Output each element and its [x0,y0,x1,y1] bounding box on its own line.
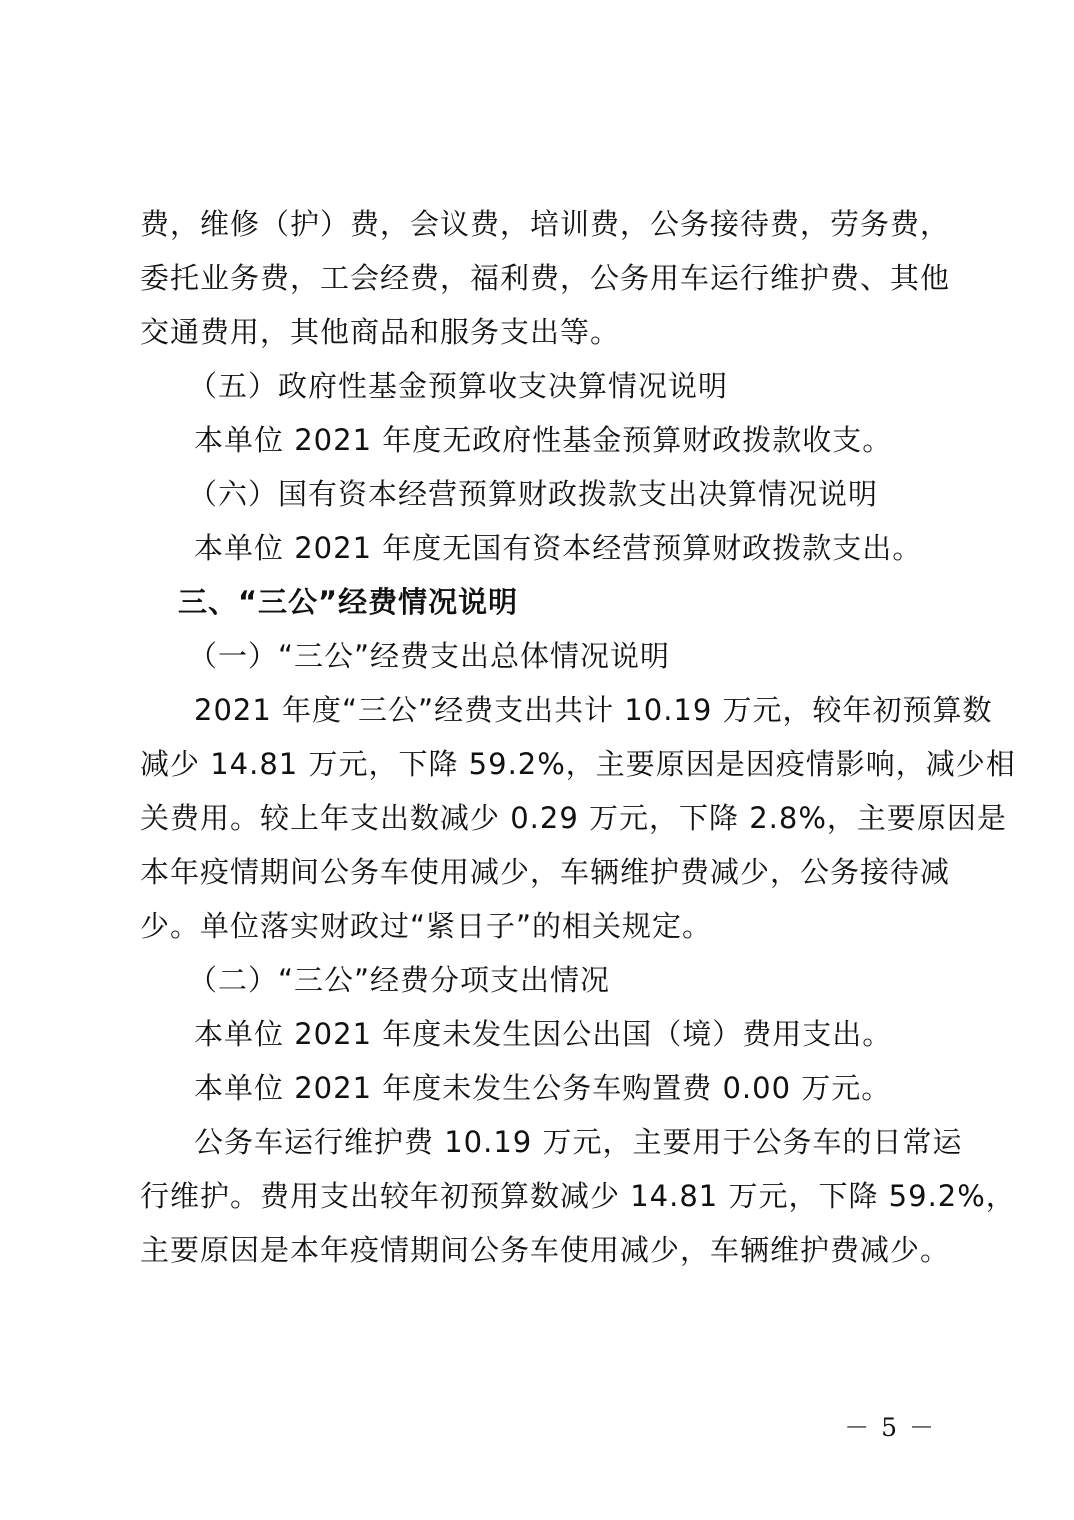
paragraph-line: 2021 年度“三公”经费支出共计 10.19 万元，较年初预算数 [194,693,993,727]
paragraph-line: 少。单位落实财政过“紧日子”的相关规定。 [140,909,713,943]
paragraph-line: 本单位 2021 年度无国有资本经营预算财政拨款支出。 [194,531,923,565]
paragraph-line: 本年疫情期间公务车使用减少，车辆维护费减少，公务接待减 [140,855,951,889]
page-number: － 5 － [844,1413,936,1442]
paragraph-line: 主要原因是本年疫情期间公务车使用减少，车辆维护费减少。 [140,1233,951,1267]
paragraph-line: 费，维修（护）费，会议费，培训费，公务接待费，劳务费， [140,207,951,241]
subsection-heading-6: （六）国有资本经营预算财政拨款支出决算情况说明 [188,477,879,511]
paragraph-line: 委托业务费，工会经费，福利费，公务用车运行维护费、其他 [140,261,951,295]
paragraph-line: 本单位 2021 年度未发生因公出国（境）费用支出。 [194,1017,893,1051]
subsection-heading-3-2: （二）“三公”经费分项支出情况 [188,963,611,997]
paragraph-line: 交通费用，其他商品和服务支出等。 [140,315,621,349]
paragraph-line: 减少 14.81 万元，下降 59.2%，主要原因是因疫情影响，减少相 [140,747,1016,781]
paragraph-line: 关费用。较上年支出数减少 0.29 万元，下降 2.8%，主要原因是 [140,801,1007,835]
subsection-heading-5: （五）政府性基金预算收支决算情况说明 [188,369,729,403]
paragraph-line: 本单位 2021 年度无政府性基金预算财政拨款收支。 [194,423,893,457]
paragraph-line: 本单位 2021 年度未发生公务车购置费 0.00 万元。 [194,1071,892,1105]
paragraph-line: 行维护。费用支出较年初预算数减少 14.81 万元，下降 59.2%， [140,1179,1016,1213]
paragraph-line: 公务车运行维护费 10.19 万元，主要用于公务车的日常运 [194,1125,963,1159]
section-heading-3: 三、“三公”经费情况说明 [178,585,519,619]
subsection-heading-3-1: （一）“三公”经费支出总体情况说明 [188,639,671,673]
